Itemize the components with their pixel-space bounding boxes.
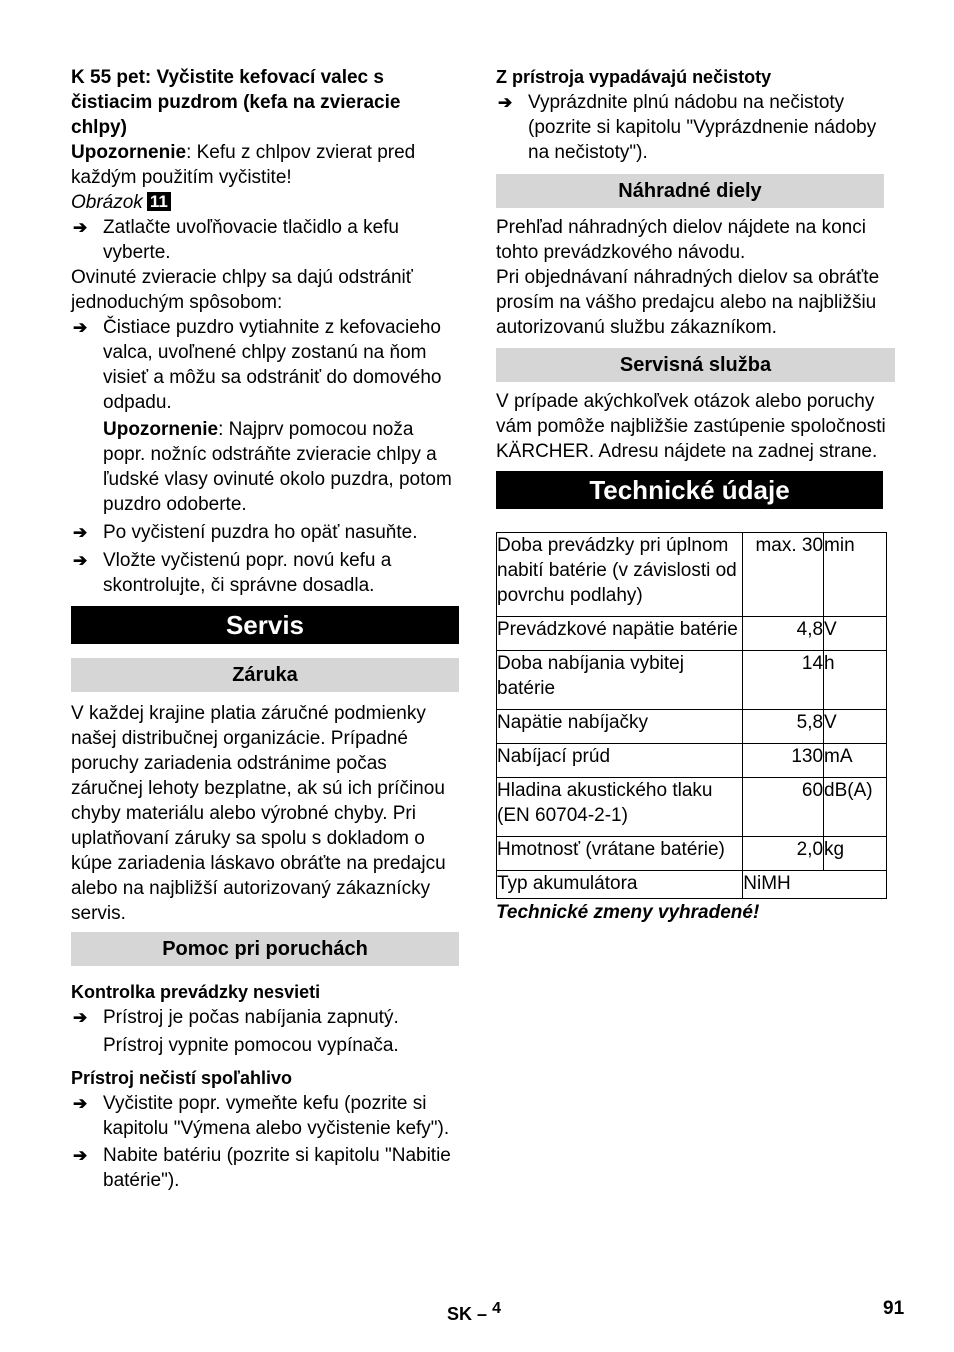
figure-number-badge: 11 [147, 192, 171, 211]
spec-value: 2,0 [743, 837, 824, 871]
arrow-right-icon: ➔ [73, 1094, 88, 1113]
note-text: : Najprv pomocou noža popr. nožníc odstráňte zvieracie chlpy a ľudské vlasy ovinuté okolo puzdra, potom puzdro odoberte. [103, 419, 452, 515]
list-item [71, 315, 459, 415]
note-text: : Kefu z chlpov zvierat pred každým použitím vyčistite! [71, 142, 416, 188]
k55-heading: K 55 pet: Vyčistite kefovací valec s čistiacim puzdrom (kefa na zvieracie chlpy) [71, 67, 401, 138]
technical-data-title: Technické údaje [496, 471, 883, 509]
note-label: Upozornenie [71, 142, 187, 163]
spec-label: Hmotnosť (vrátane batérie) [497, 837, 743, 871]
spec-value: NiMH [743, 871, 887, 899]
right-column [496, 65, 888, 925]
spec-unit: h [824, 651, 887, 710]
table-row [497, 710, 887, 744]
spare-parts-order-paragraph: Pri objednávaní náhradných dielov sa obráťte prosím na vášho predajcu alebo na najbližšiu autorizovanú službu zákazníkom. [496, 267, 880, 338]
spec-value: 14 [743, 651, 824, 710]
arrow-right-icon: ➔ [73, 1146, 88, 1165]
service-section-title: Servisná služba [496, 348, 895, 382]
note-paragraph [71, 140, 459, 190]
figure-label: Obrázok [71, 192, 143, 213]
spec-label: Nabíjací prúd [497, 744, 743, 778]
step-text: Po vyčistení puzdra ho opäť nasuňte. [103, 522, 418, 543]
table-row [497, 651, 887, 710]
step-text: Čistiace puzdro vytiahnite z kefovacieho valca, uvoľnené chlpy zostanú na ňom visieť a môžu sa odstrániť do domového odpadu. [103, 317, 442, 413]
troubleshooting-section-title: Pomoc pri poruchách [71, 932, 459, 966]
step-text: Prístroj je počas nabíjania zapnutý. [103, 1007, 399, 1028]
step-text: Vyčistite popr. vymeňte kefu (pozrite si kapitolu "Výmena alebo vyčistenie kefy"). [103, 1093, 450, 1139]
wound-hair-paragraph: Ovinuté zvieracie chlpy sa dajú odstrániť jednoduchým spôsobom: [71, 267, 413, 313]
dirt-falls-heading: Z prístroja vypadávajú nečistoty [496, 67, 772, 87]
technical-data-table [496, 532, 887, 899]
table-row [497, 778, 887, 837]
spare-parts-paragraph: Prehľad náhradných dielov nájdete na konci tohto prevádzkového návodu. [496, 217, 866, 263]
footer-language-page [447, 1296, 501, 1327]
spec-unit: mA [824, 744, 887, 778]
arrow-right-icon: ➔ [73, 551, 88, 570]
spec-value: 130 [743, 744, 824, 778]
spec-label: Prevádzkové napätie batérie [497, 617, 743, 651]
spec-unit: kg [824, 837, 887, 871]
figure-reference [71, 190, 459, 215]
list-item [71, 1143, 459, 1193]
spec-value: 60 [743, 778, 824, 837]
list-item [71, 215, 459, 265]
step-text: Vyprázdnite plnú nádobu na nečistoty (pozrite si kapitolu "Vyprázdnenie nádoby na nečistoty"). [528, 92, 877, 163]
spec-unit: V [824, 710, 887, 744]
page-number: 91 [883, 1298, 905, 1319]
spec-label: Doba prevádzky pri úplnom nabití batérie (v závislosti od povrchu podlahy) [497, 533, 743, 617]
footer-dash: – [477, 1304, 488, 1324]
spec-label: Hladina akustického tlaku (EN 60704-2-1) [497, 778, 743, 837]
list-item [71, 1091, 459, 1141]
note-paragraph [71, 417, 459, 517]
spec-label: Napätie nabíjačky [497, 710, 743, 744]
list-item [71, 1005, 459, 1030]
arrow-right-icon: ➔ [73, 1008, 88, 1027]
footer-section-page: 4 [492, 1300, 501, 1317]
spec-unit: dB(A) [824, 778, 887, 837]
spec-unit: min [824, 533, 887, 617]
indicator-heading: Kontrolka prevádzky nesvieti [71, 982, 321, 1002]
spec-label: Doba nabíjania vybitej batérie [497, 651, 743, 710]
indicator-remedy: Prístroj vypnite pomocou vypínača. [103, 1035, 399, 1056]
table-row [497, 871, 887, 899]
list-item [71, 548, 459, 598]
spec-value: 4,8 [743, 617, 824, 651]
arrow-right-icon: ➔ [73, 218, 88, 237]
step-text: Nabite batériu (pozrite si kapitolu "Nabitie batérie"). [103, 1145, 451, 1191]
list-item [496, 90, 888, 165]
table-row [497, 837, 887, 871]
footer-lang: SK [447, 1304, 473, 1324]
spec-value: 5,8 [743, 710, 824, 744]
servis-section-title: Servis [71, 606, 459, 644]
technical-changes-note: Technické zmeny vyhradené! [496, 902, 760, 923]
note-label: Upozornenie [103, 419, 219, 440]
spec-unit: V [824, 617, 887, 651]
table-row [497, 617, 887, 651]
service-paragraph: V prípade akýchkoľvek otázok alebo poruchy vám pomôže najbližšie zastúpenie spoločnosti KÄRCHER. Adresu nájdete na zadnej strane. [496, 391, 886, 462]
spec-value: max. 30 [743, 533, 824, 617]
arrow-right-icon: ➔ [73, 318, 88, 337]
table-row [497, 533, 887, 617]
warranty-paragraph: V každej krajine platia záručné podmienky našej distribučnej organizácie. Prípadné poruchy zariadenia odstránime počas záručnej lehoty bezplatne, ak sú ich príčinou chyby materiálu alebo výrobné chyby. Pri uplatňovaní záruky sa spolu s dokladom o kúpe zariadenia láskavo obráťte na predajcu alebo na najbližší autorizovaný zákaznícky servis. [71, 703, 446, 924]
spec-label: Typ akumulátora [497, 871, 743, 899]
step-text: Vložte vyčistenú popr. novú kefu a skontrolujte, či správne dosadla. [103, 550, 392, 596]
table-row [497, 744, 887, 778]
list-item [71, 520, 459, 545]
left-column [71, 65, 459, 1193]
spare-parts-section-title: Náhradné diely [496, 174, 884, 208]
arrow-right-icon: ➔ [498, 93, 513, 112]
zaruka-section-title: Záruka [71, 658, 459, 692]
arrow-right-icon: ➔ [73, 523, 88, 542]
step-text: Zatlačte uvoľňovacie tlačidlo a kefu vyberte. [103, 217, 399, 263]
cleaning-heading: Prístroj nečistí spoľahlivo [71, 1068, 292, 1088]
